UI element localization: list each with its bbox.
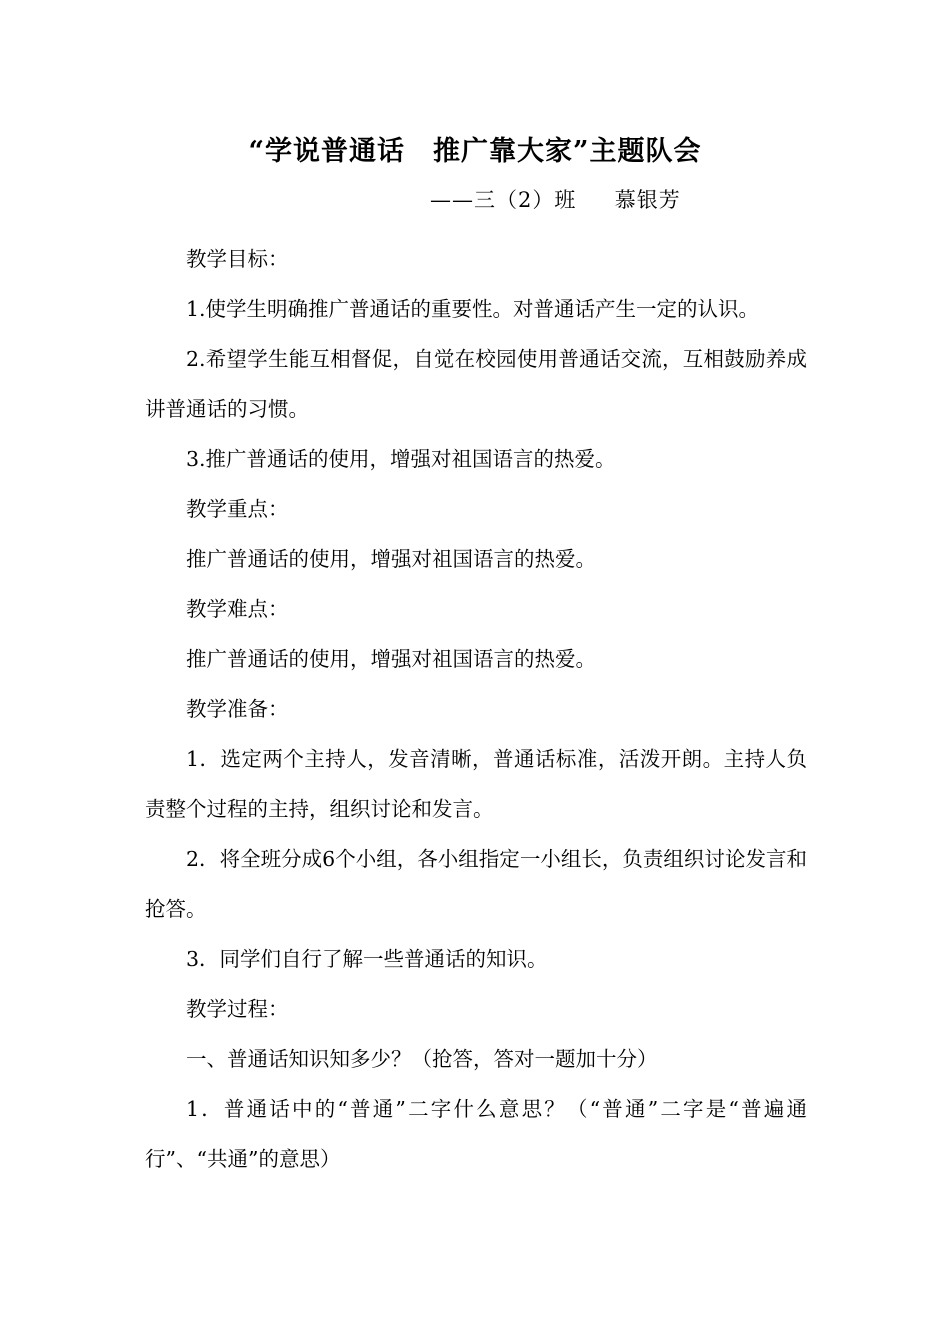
paragraph-question-1: 1．普通话中的“普通”二字什么意思？（“普通”二字是“普遍通行”、“共通”的意思） [145,1097,807,1171]
author-byline: ——三（2）班 慕银芳 [430,188,681,212]
paragraph-difficulties: 推广普通话的使用，增强对祖国语言的热爱。 [186,647,596,671]
paragraph-process-heading: 教学过程： [186,997,289,1021]
paragraph-objectives-heading: 教学目标： [186,247,289,271]
paragraph-preparation-heading: 教学准备： [186,697,289,721]
paragraph-preparation-2: 2．将全班分成6个小组，各小组指定一小组长，负责组织讨论发言和抢答。 [145,847,807,921]
paragraph-objective-3: 3.推广普通话的使用，增强对祖国语言的热爱。 [186,447,616,471]
paragraph-preparation-1: 1．选定两个主持人，发音清晰，普通话标准，活泼开朗。主持人负责整个过程的主持，组织讨论和发言。 [145,747,807,821]
paragraph-preparation-3: 3．同学们自行了解一些普通话的知识。 [186,947,548,971]
paragraph-objective-1: 1.使学生明确推广普通话的重要性。对普通话产生一定的认识。 [186,297,760,321]
paragraph-objective-2: 2.希望学生能互相督促，自觉在校园使用普通话交流，互相鼓励养成讲普通话的习惯。 [145,347,807,421]
paragraph-section-1-heading: 一、普通话知识知多少？（抢答，答对一题加十分） [186,1047,658,1071]
document-title: “学说普通话 推广靠大家”主题队会 [248,136,702,167]
paragraph-key-points-heading: 教学重点： [186,497,289,521]
paragraph-difficulties-heading: 教学难点： [186,597,289,621]
paragraph-key-points: 推广普通话的使用，增强对祖国语言的热爱。 [186,547,596,571]
document-body [145,234,807,1184]
